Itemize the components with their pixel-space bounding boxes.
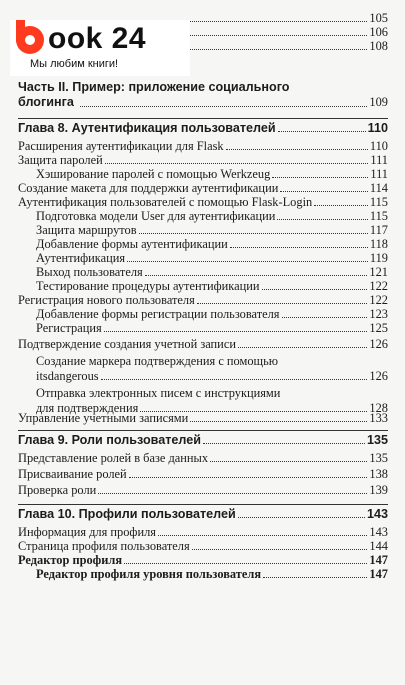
- entry-title: Проверка роли: [18, 483, 97, 497]
- entry-title: Подготовка модели User для аутентификации: [36, 209, 276, 223]
- page-number: 123: [369, 307, 388, 321]
- entry-title: Редактор профиля уровня пользователя: [36, 567, 262, 581]
- dot-leader: [278, 131, 366, 132]
- entry-title-line-2: для подтверждения: [36, 401, 139, 415]
- dot-leader: [98, 493, 367, 494]
- page-number: 111: [370, 167, 388, 181]
- toc-entry: [36, 210, 388, 223]
- toc-entry: [18, 468, 388, 481]
- entry-title-line-1: Отправка электронных писем с инструкциями: [36, 386, 281, 400]
- dot-leader: [104, 331, 368, 332]
- entry-title-line-1: Создание маркера подтверждения с помощью: [36, 354, 279, 368]
- toc-entry: [18, 484, 388, 497]
- entry-title: Аутентификация: [36, 251, 126, 265]
- entry-title: Защита паролей: [18, 153, 103, 167]
- entry-title: Тестирование процедуры аутентификации: [36, 279, 260, 293]
- part-heading: [18, 80, 388, 110]
- page-number: 114: [369, 181, 388, 195]
- entry-title: Редактор профиля: [18, 553, 123, 567]
- entry-title-line-2: itsdangerous: [36, 369, 99, 383]
- part-title-text: Часть II. Пример: приложение социального блогинга: [18, 80, 290, 109]
- chapter-rule: [18, 430, 388, 431]
- toc-entry: [36, 238, 388, 251]
- toc-entry: [36, 568, 388, 581]
- entry-title: Хэширование паролей с помощью Werkzeug: [36, 167, 271, 181]
- page-number: 133: [369, 411, 388, 425]
- page-number: 147: [369, 553, 388, 567]
- dot-leader: [192, 549, 368, 550]
- dot-leader: [272, 177, 368, 178]
- entry-title: Регистрация нового пользователя: [18, 293, 195, 307]
- dot-leader: [158, 535, 367, 536]
- page-number: 106: [369, 25, 388, 39]
- entry-title: Аутентификация пользователей с помощью Flask-Login: [18, 195, 313, 209]
- entry-title: Регистрация: [36, 321, 102, 335]
- page-number: 109: [369, 95, 388, 109]
- dot-leader: [314, 205, 368, 206]
- entry-title: Выход пользователя: [36, 265, 143, 279]
- toc-entry: [36, 252, 388, 265]
- dot-leader: [139, 233, 368, 234]
- entry-title: Создание макета для поддержки аутентификации: [18, 181, 279, 195]
- logo-brand-text: ook 24: [48, 22, 147, 55]
- page-number: 105: [369, 11, 388, 25]
- page-number: 144: [369, 539, 388, 553]
- page-number: 115: [369, 195, 388, 209]
- dot-leader: [105, 163, 369, 164]
- entry-title: Защита маршрутов: [36, 223, 137, 237]
- toc-entry: [36, 266, 388, 279]
- page-number: 128: [369, 401, 388, 415]
- page-number: 143: [366, 507, 388, 521]
- entry-title: Добавление формы регистрации пользователя: [36, 307, 280, 321]
- page-number: 125: [369, 321, 388, 335]
- dot-leader: [101, 379, 368, 380]
- page-number: 110: [367, 121, 388, 135]
- toc-entry: [18, 196, 388, 209]
- chapter-10-heading: [18, 508, 388, 521]
- page-number: 122: [369, 293, 388, 307]
- page-number: 126: [369, 369, 388, 383]
- page-number: 118: [369, 237, 388, 251]
- toc-entry: [36, 308, 388, 321]
- page-number: 147: [369, 567, 388, 581]
- toc-entry: [36, 322, 388, 335]
- toc-entry: [18, 452, 388, 465]
- entry-title: Добавление формы аутентификации: [36, 237, 228, 251]
- toc-entry: [18, 526, 388, 539]
- dot-leader: [226, 149, 368, 150]
- chapter-9-heading: [18, 434, 388, 447]
- page-number: 122: [369, 279, 388, 293]
- chapter-8-heading: [18, 122, 388, 135]
- dot-leader: [80, 106, 367, 107]
- toc-entry: [18, 140, 388, 153]
- page-number: 143: [369, 525, 388, 539]
- entry-title: Управление учетными записями: [18, 411, 189, 425]
- toc-entry: [18, 412, 388, 425]
- page-number: 121: [369, 265, 388, 279]
- dot-leader: [124, 563, 367, 564]
- logo-b-bowl: [16, 26, 44, 54]
- chapter-title: Глава 9. Роли пользователей: [18, 433, 202, 447]
- toc-entry: [18, 554, 388, 567]
- dot-leader: [190, 421, 367, 422]
- dot-leader: [197, 303, 368, 304]
- toc-entry: [36, 280, 388, 293]
- dot-leader: [280, 191, 368, 192]
- chapter-rule: [18, 504, 388, 505]
- toc-entry: [18, 540, 388, 553]
- entry-title: Страница профиля пользователя: [18, 539, 190, 553]
- page-number: 135: [366, 433, 388, 447]
- page-number: 117: [369, 223, 388, 237]
- chapter-title: Глава 10. Профили пользователей: [18, 507, 236, 521]
- toc-entry-multiline: [36, 354, 388, 383]
- chapter-title: Глава 8. Аутентификация пользователей: [18, 121, 276, 135]
- page-number: 111: [370, 153, 388, 167]
- page-number: 126: [369, 337, 388, 351]
- dot-leader: [230, 247, 368, 248]
- dot-leader: [127, 261, 368, 262]
- page-number: 110: [369, 139, 388, 153]
- toc-entry: [18, 294, 388, 307]
- entry-title: Информация для профиля: [18, 525, 156, 539]
- page-number: 108: [369, 39, 388, 53]
- page-number: 138: [369, 467, 388, 481]
- toc-entry: [18, 154, 388, 167]
- page-number: 115: [369, 209, 388, 223]
- toc-entry: [36, 168, 388, 181]
- page-number: 139: [369, 483, 388, 497]
- dot-leader: [178, 49, 367, 50]
- dot-leader: [238, 517, 365, 518]
- dot-leader: [238, 347, 367, 348]
- page-number: 119: [369, 251, 388, 265]
- chapter-rule: [18, 118, 388, 119]
- dot-leader: [129, 477, 368, 478]
- entry-title: Присваивание ролей: [18, 467, 127, 481]
- page-number: 135: [369, 451, 388, 465]
- toc-entry: [18, 338, 388, 351]
- dot-leader: [203, 443, 365, 444]
- entry-title: Подтверждение создания учетной записи: [18, 337, 236, 351]
- book24-logo: [10, 20, 190, 76]
- toc-entry: [36, 224, 388, 237]
- logo-slogan: Мы любим книги!: [30, 58, 119, 70]
- entry-title: Расширения аутентификации для Flask: [18, 139, 224, 153]
- dot-leader: [277, 219, 368, 220]
- dot-leader: [282, 317, 368, 318]
- dot-leader: [145, 275, 368, 276]
- dot-leader: [263, 577, 367, 578]
- entry-title: Представление ролей в базе данных: [18, 451, 209, 465]
- dot-leader: [262, 289, 368, 290]
- toc-entry: [18, 182, 388, 195]
- dot-leader: [210, 461, 367, 462]
